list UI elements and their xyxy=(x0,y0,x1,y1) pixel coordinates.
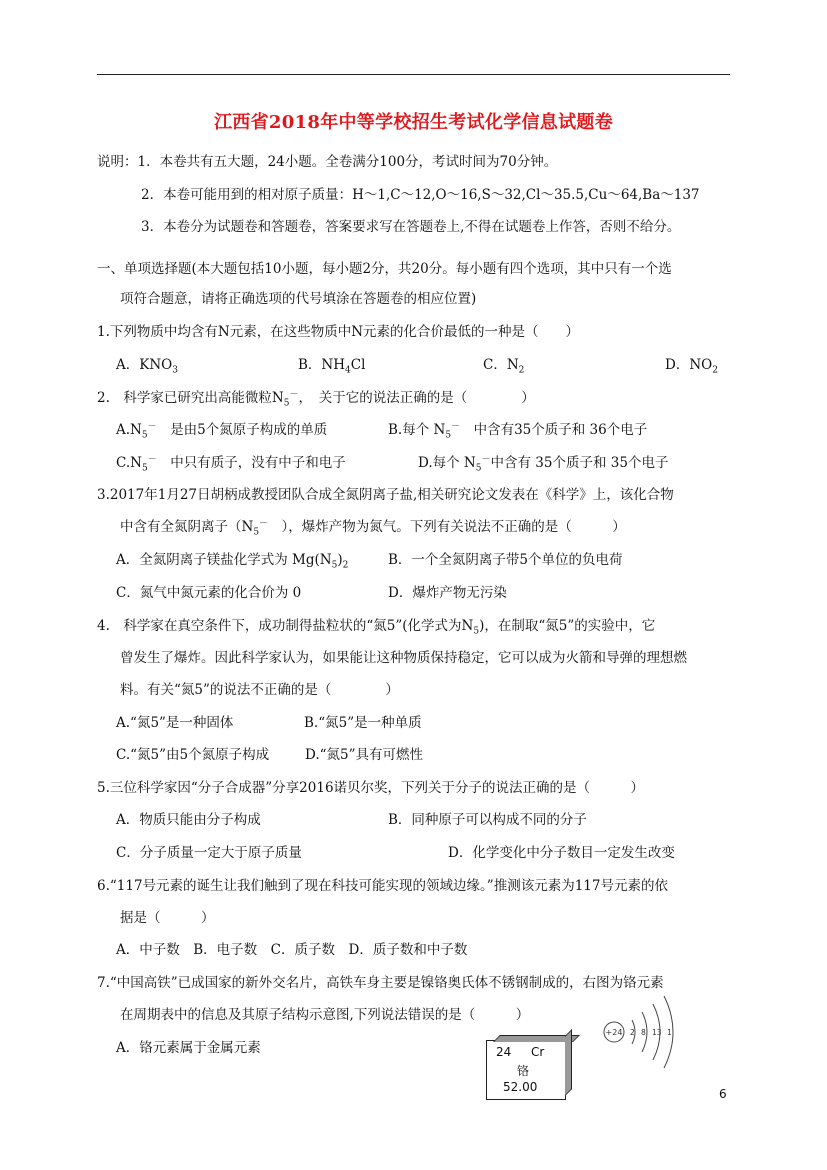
q7-stem-line1: 7.“中国高铁”已成国家的新外交名片，高铁车身主要是镍铬奥氏体不锈钢制成的，右图为铬元素 xyxy=(97,975,664,991)
element-name: 铬 xyxy=(517,1064,530,1078)
q3-option-a: A．全氮阴离子镁盐化学式为 $Mg(N_5)_2$ xyxy=(116,552,349,571)
q2-option-a: $A.N_5^-$ 是由5个氮原子构成的单质 xyxy=(116,421,328,441)
q3-stem-line2: 中含有全氮阴离子（$N_5^-$ ），爆炸产物为氮气。下列有关说法不正确的是（ ） xyxy=(120,518,626,538)
q3-option-c: C．氮气中氮元素的化合价为 0 xyxy=(116,585,302,601)
q2-option-c: $C.N_5^-$ 中只有质子，没有中子和电子 xyxy=(116,454,346,474)
q6-stem-line1: 6.“117号元素的诞生让我们触到了现在科技可能实现的领域边缘。”推测该元素为117号元素的依 xyxy=(97,878,668,894)
nucleus-charge: +24 xyxy=(605,1028,623,1037)
q7-stem-line2: 在周期表中的信息及其原子结构示意图,下列说法错误的是（ ） xyxy=(120,1007,530,1023)
q4-option-a: A.“氮5”是一种固体 xyxy=(116,715,234,731)
q4-option-d: D.“氮5”具有可燃性 xyxy=(305,747,424,763)
element-symbol: Cr xyxy=(531,1045,545,1059)
q6-stem-line2: 据是（ ） xyxy=(120,910,215,926)
q5-option-d: D．化学变化中分子数目一定发生改变 xyxy=(448,845,675,861)
page-number: 6 xyxy=(719,1087,727,1101)
shell-count-2: 8 xyxy=(641,1028,646,1037)
q1-option-b: B．$NH_4Cl$ xyxy=(298,357,366,376)
q4-option-c: C.“氮5”由5个氮原子构成 xyxy=(116,747,270,763)
atomic-mass: 52.00 xyxy=(503,1080,538,1094)
q3-option-d: D．爆炸产物无污染 xyxy=(388,585,507,601)
q3-stem-line1: 3.2017年1月27日胡柄成教授团队合成全氮阴离子盐,相关研究论文发表在《科学》上，该化合物 xyxy=(97,487,674,503)
q2-option-b: B.每个 $N_5^-$ 中含有35个质子和 36个电子 xyxy=(388,421,648,441)
page-title: 江西省2018年中等学校招生考试化学信息试题卷 xyxy=(214,112,613,133)
note-3: 3．本卷分为试题卷和答题卷，答案要求写在答题卷上,不得在试题卷上作答，否则不给分。 xyxy=(141,219,681,235)
element-cell-side-shade xyxy=(565,1029,572,1096)
q4-stem-line3: 料。有关“氮5”的说法不正确的是（ ） xyxy=(120,682,399,698)
q1-option-c: C．$N_2$ xyxy=(483,357,525,376)
q6-options: A．中子数 B．电子数 C．质子数 D．质子数和中子数 xyxy=(116,942,468,958)
q4-option-b: B.“氮5”是一种单质 xyxy=(304,715,422,731)
section-heading: 一、单项选择题(本大题包括10小题，每小题2分，共20分。每小题有四个选项，其中只有一个选 xyxy=(97,261,672,277)
q7-option-a: A．铬元素属于金属元素 xyxy=(116,1040,261,1056)
shell-count-3: 13 xyxy=(652,1028,662,1037)
shell-count-1: 2 xyxy=(630,1028,635,1037)
atom-structure-diagram xyxy=(598,990,698,1076)
q1-option-d: D．$NO_2$ xyxy=(665,357,718,376)
element-cell xyxy=(486,1040,566,1100)
q5-option-b: B．同种原子可以构成不同的分子 xyxy=(388,812,587,828)
note-1: 说明：1．本卷共有五大题，24小题。全卷满分100分，考试时间为70分钟。 xyxy=(97,154,558,170)
q1-option-a: A．$KNO_3$ xyxy=(116,357,178,376)
header-rule xyxy=(97,74,730,75)
q5-stem: 5.三位科学家因“分子合成器”分享2016诺贝尔奖，下列关于分子的说法正确的是（ ） xyxy=(97,780,645,796)
q3-option-b: B．一个全氮阴离子带5个单位的负电荷 xyxy=(388,552,623,568)
atomic-number: 24 xyxy=(496,1045,512,1059)
q5-option-c: C．分子质量一定大于原子质量 xyxy=(116,845,302,861)
q2-stem: 2. 科学家已研究出高能微粒$N_5^-$， 关于它的说法正确的是（ ） xyxy=(97,389,535,409)
shell-count-4: 1 xyxy=(667,1028,672,1037)
q2-option-d: D.每个 $N_5^-$中含有 35个质子和 35个电子 xyxy=(418,454,669,474)
section-instructions: 项符合题意，请将正确选项的代号填涂在答题卷的相应位置) xyxy=(120,291,477,307)
q4-stem-line2: 曾发生了爆炸。因此科学家认为，如果能让这种物质保持稳定，它可以成为火箭和导弹的理想燃 xyxy=(120,650,687,666)
q4-stem-line1: 4. 科学家在真空条件下，成功制得盐粒状的“氮5”(化学式为$N_5$)，在制取“氮5”的实验中，它 xyxy=(97,618,656,637)
q5-option-a: A．物质只能由分子构成 xyxy=(116,812,261,828)
q1-stem: 1.下列物质中均含有N元素，在这些物质中N元素的化合价最低的一种是（ ） xyxy=(97,324,580,340)
note-2: 2．本卷可能用到的相对原子质量：H～1,C～12,O～16,S～32,Cl～35.5,Cu～64,Ba～137 xyxy=(141,187,700,203)
